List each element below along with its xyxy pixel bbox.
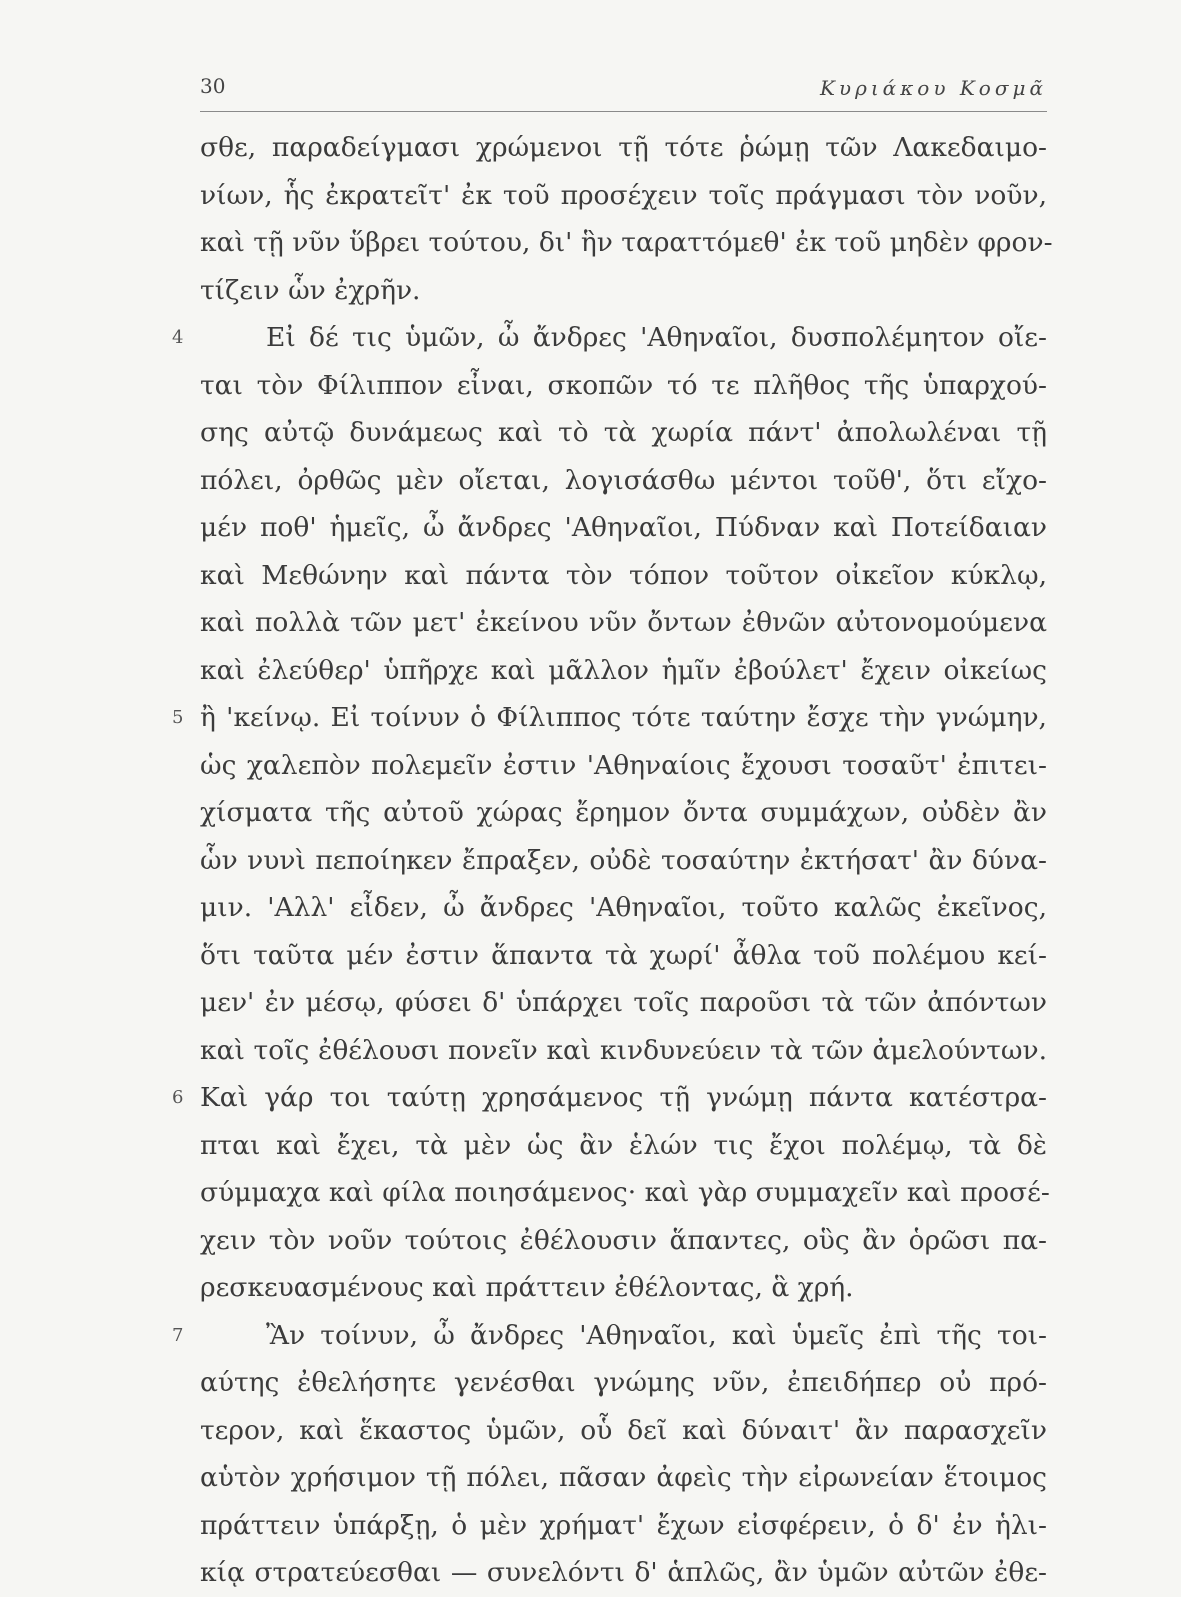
text-line: 5 ἢ 'κείνῳ. Εἰ τοίνυν ὁ Φίλιππος τότε ταύτην ἔσχε τὴν γνώμην, [200, 694, 1047, 742]
text-line: πόλει, ὀρθῶς μὲν οἴεται, λογισάσθω μέντοι τοῦθ', ὅτι εἴχο- [200, 464, 1047, 496]
text-line: νίων, ἧς ἐκρατεῖτ' ἐκ τοῦ προσέχειν τοῖς πράγμασι τὸν νοῦν, [200, 179, 1047, 211]
text-line: 4 Εἰ δέ τις ὑμῶν, ὦ ἄνδρες 'Αθηναῖοι, δυσπολέμητον οἴε- [200, 314, 1047, 362]
text-line: μιν. 'Αλλ' εἶδεν, ὦ ἄνδρες 'Αθηναῖοι, τοῦτο καλῶς ἐκεῖνος, [200, 892, 1047, 923]
text-line: σης αὐτῷ δυνάμεως καὶ τὸ τὰ χωρία πάντ' ἀπολωλέναι τῇ [200, 417, 1047, 448]
text-line: αύτης ἐθελήσητε γενέσθαι γνώμης νῦν, ἐπειδήπερ οὐ πρό- [200, 1367, 1047, 1398]
text-line: ὡς χαλεπὸν πολεμεῖν ἐστιν 'Αθηναίοις ἔχουσι τοσαῦτ' ἐπιτει- [200, 749, 1047, 781]
text-line: κίᾳ στρατεύεσθαι — συνελόντι δ' ἁπλῶς, ἂν ὑμῶν αὐτῶν ἐθε- [200, 1557, 1047, 1588]
page-number: 30 [200, 74, 226, 98]
text-line: σύμμαχα καὶ φίλα ποιησάμενος· καὶ γὰρ συμμαχεῖν καὶ προσέ- [200, 1177, 1050, 1208]
text-line: αὑτὸν χρήσιμον τῇ πόλει, πᾶσαν ἀφεὶς τὴν εἰρωνείαν ἕτοιμος [200, 1462, 1047, 1493]
page-header [200, 72, 1047, 112]
text-line: 6 Καὶ γάρ τοι ταύτῃ χρησάμενος τῇ γνώμῃ πάντα κατέστρα- [200, 1074, 1047, 1122]
section-number: 4 [172, 327, 184, 348]
text-line: καὶ Μεθώνην καὶ πάντα τὸν τόπον τοῦτον οἰκεῖον κύκλῳ, [200, 559, 1047, 591]
text-line: καὶ τοῖς ἐθέλουσι πονεῖν καὶ κινδυνεύειν τὰ τῶν ἀμελούντων. [200, 1034, 1047, 1066]
section-number: 6 [172, 1087, 184, 1108]
text-line: μεν' ἐν μέσῳ, φύσει δ' ὑπάρχει τοῖς παροῦσι τὰ τῶν ἀπόντων [200, 987, 1047, 1018]
text-line: ρεσκευασμένους καὶ πράττειν ἐθέλοντας, ἃ χρή. [200, 1272, 854, 1303]
text-line: χίσματα τῆς αὐτοῦ χώρας ἔρημον ὄντα συμμάχων, οὐδὲν ἂν [200, 797, 1047, 828]
text-line: μέν ποθ' ἡμεῖς, ὦ ἄνδρες 'Αθηναῖοι, Πύδναν καὶ Ποτείδαιαν [200, 512, 1047, 543]
text-line: καὶ τῇ νῦν ὕβρει τούτου, δι' ἣν ταραττόμεθ' ἐκ τοῦ μηδὲν φρον- [200, 227, 1053, 258]
text-line: ται τὸν Φίλιππον εἶναι, σκοπῶν τό τε πλῆθος τῆς ὑπαρχού- [200, 369, 1047, 401]
running-title: Κυριάκου Κοσμᾶ [819, 76, 1047, 100]
text-line: τίζειν ὧν ἐχρῆν. [200, 274, 421, 306]
body-text [172, 124, 1053, 1597]
text-line: χειν τὸν νοῦν τούτοις ἐθέλουσιν ἅπαντες, οὓς ἂν ὁρῶσι πα- [200, 1224, 1047, 1256]
section-number: 5 [172, 707, 184, 728]
text-line: ὧν νυνὶ πεποίηκεν ἔπραξεν, οὐδὲ τοσαύτην ἐκτήσατ' ἂν δύνα- [200, 844, 1047, 876]
text-line: τερον, καὶ ἕκαστος ὑμῶν, οὗ δεῖ καὶ δύναιτ' ἂν παρασχεῖν [200, 1414, 1047, 1446]
header-rule [200, 111, 1047, 112]
text-line: καὶ πολλὰ τῶν μετ' ἐκείνου νῦν ὄντων ἐθνῶν αὐτονομούμενα [200, 607, 1047, 638]
text-line: σθε, παραδείγμασι χρώμενοι τῇ τότε ῥώμῃ τῶν Λακεδαιμο- [200, 132, 1047, 163]
text-line: ὅτι ταῦτα μέν ἐστιν ἅπαντα τὰ χωρί' ἆθλα τοῦ πολέμου κεί- [200, 939, 1047, 971]
section-number: 7 [172, 1324, 184, 1346]
text-line: 7 Ἂν τοίνυν, ὦ ἄνδρες 'Αθηναῖοι, καὶ ὑμεῖς ἐπὶ τῆς τοι- [200, 1312, 1047, 1360]
text-line: καὶ ἐλεύθερ' ὑπῆρχε καὶ μᾶλλον ἡμῖν ἐβούλετ' ἔχειν οἰκείως [200, 654, 1047, 686]
text-line: πράττειν ὑπάρξῃ, ὁ μὲν χρήματ' ἔχων εἰσφέρειν, ὁ δ' ἐν ἡλι- [200, 1509, 1047, 1541]
text-line: πται καὶ ἔχει, τὰ μὲν ὡς ἂν ἑλών τις ἔχοι πολέμῳ, τὰ δὲ [200, 1129, 1047, 1161]
